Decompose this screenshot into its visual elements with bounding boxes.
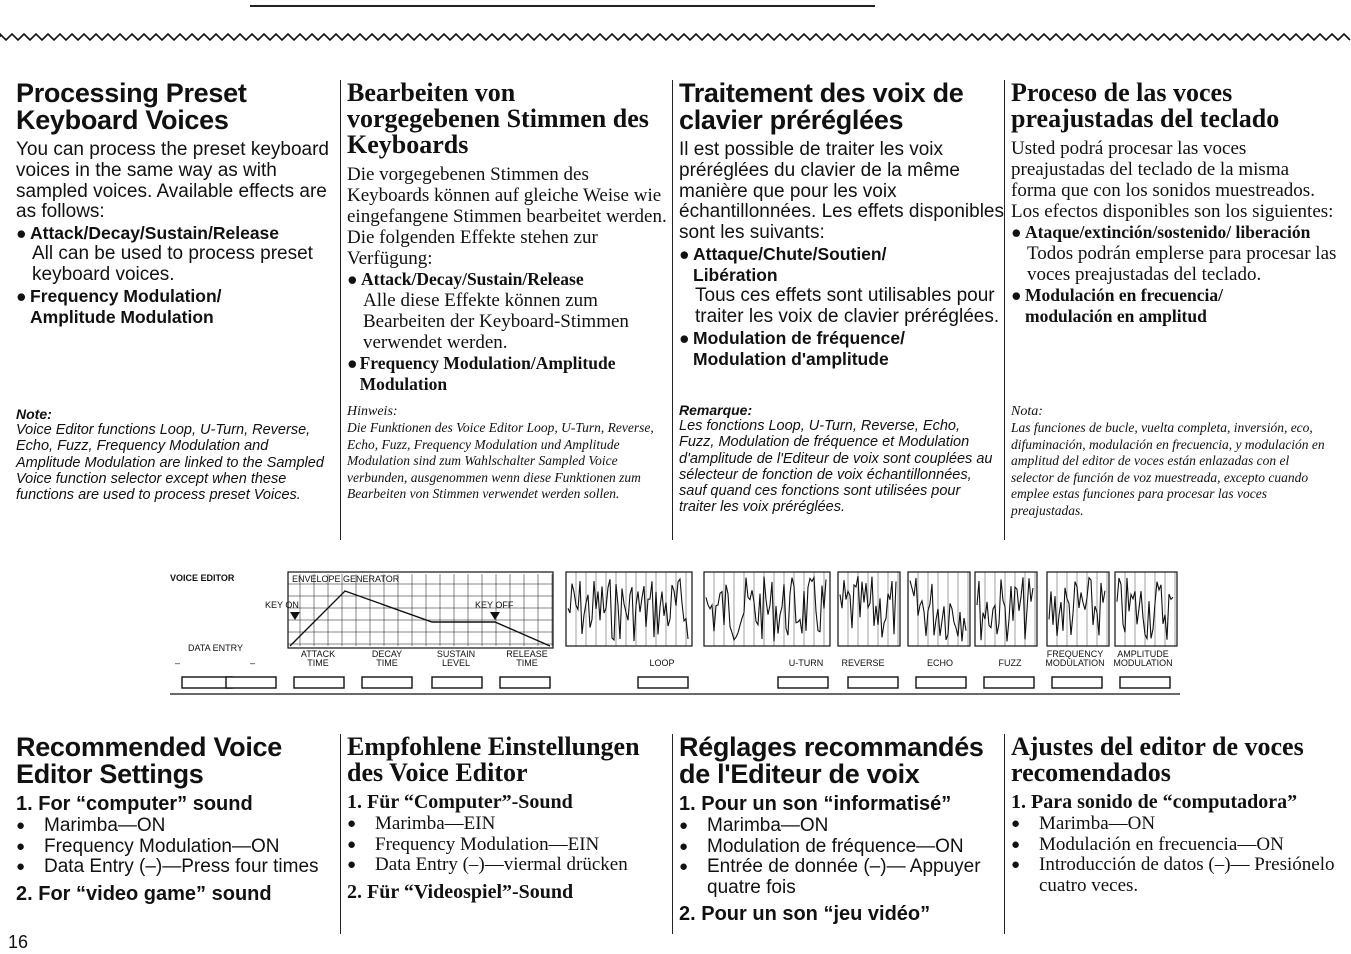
section-de-bearbeiten	[340, 80, 672, 540]
note-heading: Nota:	[1011, 404, 1043, 419]
diagram-label: U-TURN	[788, 658, 824, 668]
svg-text:–: –	[250, 658, 256, 668]
subheading-computer: 1. Für “Computer”-Sound	[347, 791, 573, 813]
bullet-text: Alle diese Effekte können zum Bearbeiten der Keyboard-Stimmen verwendet werden.	[363, 290, 629, 353]
intro-text: Il est possible de traiter les voix préréglées du clavier de la même manière que pour les voix échantillonnées. Les effets disponibles sont les suivants:	[679, 139, 1004, 244]
bullet-icon: ●	[16, 223, 27, 244]
panel-button	[182, 677, 232, 688]
envelope-generator-graph	[265, 572, 553, 648]
list-item: ● Introducción de datos (–)— Presiónelo cuatro veces.	[1011, 855, 1339, 896]
section-es-proceso	[1004, 80, 1339, 540]
note-text: Die Funktionen des Voice Editor Loop, U-Turn, Reverse, Echo, Fuzz, Frequency Modulation und Amplitude Modulation sind zum Wahlschalter Sampled Voice verbunden, ausgenommen wenn diese Funktionen zum Bearbeiten von Stimmen verwendet werden sollen.	[347, 420, 654, 501]
subheading-computer: 1. Pour un son “informatisé”	[679, 793, 952, 815]
page-number: 16	[8, 932, 29, 952]
intro-text: Die vorgegebenen Stimmen des Keyboards können auf gleiche Weise wie eingefangene Stimmen bearbeitet werden. Die folgenden Effekte stehen zur Verfügung:	[347, 164, 667, 269]
bullet-icon: ●	[679, 243, 690, 264]
intro-text: Usted podrá procesar las voces preajustadas del teclado de la misma forma que con los sonidos muestreados. Los efectos disponibles son los siguientes:	[1011, 138, 1334, 222]
panel-button	[984, 677, 1034, 688]
list-item: ● Data Entry (–)—viermal drücken	[347, 855, 672, 876]
section-es-ajustes	[1004, 734, 1339, 934]
subheading-video-game: 2. Pour un son “jeu vidéo”	[679, 903, 931, 925]
diagram-label: FREQUENCY MODULATION	[1045, 649, 1105, 668]
waveform-displays	[566, 572, 1177, 646]
panel-button	[362, 677, 412, 688]
key-on-label: KEY ON	[265, 600, 299, 610]
list-item: ● Modulación en frecuencia—ON	[1011, 835, 1339, 856]
note-heading: Hinweis:	[347, 404, 398, 419]
bullet-heading: Attaque/Chute/Soutien/ Libération	[693, 243, 887, 285]
list-item: ● Marimba—ON	[679, 816, 1004, 837]
list-item: ● Data Entry (–)—Press four times	[16, 857, 340, 878]
bullet-icon: ●	[347, 269, 358, 289]
panel-button	[226, 677, 276, 688]
note-heading: Note:	[16, 406, 52, 422]
diagram-label: LOOP	[649, 658, 675, 668]
intro-text: You can process the preset keyboard voices in the same way as with sampled voices. Available effects are as follows:	[16, 139, 329, 223]
note-text: Voice Editor functions Loop, U-Turn, Reverse, Echo, Fuzz, Frequency Modulation and Amplitude Modulation are linked to the Sampled Voice function selector except when these functions are used to process preset Voices.	[16, 422, 324, 504]
diagram-label: FUZZ	[998, 658, 1022, 668]
wavy-divider	[0, 28, 1351, 46]
bullet-icon: ●	[679, 327, 690, 348]
voice-editor-panel-diagram	[0, 560, 1351, 700]
panel-button	[432, 677, 482, 688]
bullet-text: Tous ces effets sont utilisables pour traiter les voix de clavier préréglées.	[695, 284, 1000, 327]
bullet-icon: ●	[1011, 285, 1022, 305]
section-title: Réglages recommandés de l'Editeur de voix	[679, 732, 984, 789]
data-entry-label: DATA ENTRY	[188, 643, 244, 653]
key-off-label: KEY OFF	[475, 600, 514, 610]
bullet-heading: Modulation de fréquence/ Modulation d'amplitude	[693, 327, 905, 369]
section-title: Processing Preset Keyboard Voices	[16, 78, 247, 135]
diagram-label: RELEASE TIME	[506, 649, 548, 668]
diagram-label: ATTACK TIME	[300, 649, 336, 668]
subheading-computer: 1. For “computer” sound	[16, 793, 253, 815]
section-title: Traitement des voix de clavier préréglées	[679, 78, 964, 135]
section-en-recommended	[10, 734, 340, 934]
diagram-label: SUSTAIN LEVEL	[436, 649, 476, 668]
list-item: ● Entrée de donnée (–)— Appuyer quatre fois	[679, 857, 1004, 898]
subheading-computer: 1. Para sonido de “computadora”	[1011, 791, 1298, 813]
section-title: Recommended Voice Editor Settings	[16, 732, 282, 789]
note-text: Les fonctions Loop, U-Turn, Reverse, Echo, Fuzz, Modulation de fréquence et Modulation d'amplitude de l'Editeur de voix sont couplées au sélecteur de fonction de voix échantillonnées, sauf quand ces fonctions sont utilisées pour traiter les voix préréglées.	[679, 418, 993, 516]
bullet-heading: Modulación en frecuencia/ modulación en amplitud	[1025, 285, 1223, 326]
subheading-video-game: 2. Für “Videospiel”-Sound	[347, 880, 574, 903]
section-title: Ajustes del editor de voces recomendados	[1011, 732, 1304, 787]
panel-button	[848, 677, 898, 688]
note-heading: Remarque:	[679, 402, 753, 418]
bullet-text: All can be used to process preset keyboard voices.	[32, 243, 313, 285]
diagram-label: DECAY TIME	[371, 649, 403, 668]
envelope-generator-label: ENVELOPE GENERATOR	[292, 574, 400, 584]
diagram-label: REVERSE	[841, 658, 885, 668]
list-item: ● Frequency Modulation—ON	[16, 837, 340, 858]
note-text: Las funciones de bucle, vuelta completa, inversión, eco, difuminación, modulación en frecuencia, y modulación en amplitud del editor de voces están enlazadas con el selector de función de voz muestreada, excepto cuando emplee estas funciones para procesar las voces preajustadas.	[1011, 420, 1325, 518]
diagram-label: AMPLITUDE MODULATION	[1113, 649, 1173, 668]
panel-button	[778, 677, 828, 688]
section-fr-traitement	[672, 80, 1004, 540]
list-item: ● Frequency Modulation—EIN	[347, 835, 672, 856]
bullet-icon: ●	[347, 353, 358, 373]
bullet-icon: ●	[16, 285, 27, 306]
bullet-heading: Frequency Modulation/ Amplitude Modulation	[30, 285, 222, 327]
list-item: ● Marimba—EIN	[347, 814, 672, 835]
section-title: Bearbeiten von vorgegebenen Stimmen des Keyboards	[347, 78, 649, 159]
bullet-icon: ●	[1011, 222, 1022, 242]
bullet-text: Todos podrán emplerse para procesar las voces preajustadas del teclado.	[1027, 243, 1337, 285]
panel-button	[500, 677, 550, 688]
panel-button	[1120, 677, 1170, 688]
svg-text:–: –	[175, 658, 181, 668]
section-de-empfohlene	[340, 734, 672, 934]
section-title: Proceso de las voces preajustadas del teclado	[1011, 78, 1280, 133]
panel-button	[916, 677, 966, 688]
list-item: ● Marimba—ON	[1011, 814, 1339, 835]
list-item: ● Modulation de fréquence—ON	[679, 837, 1004, 858]
bullet-heading: Frequency Modulation/Amplitude Modulation	[359, 353, 616, 394]
list-item: ● Marimba—ON	[16, 816, 340, 837]
section-en-processing	[10, 80, 340, 540]
diagram-label: ECHO	[926, 658, 954, 668]
subheading-video-game: 2. For “video game” sound	[16, 882, 272, 905]
bullet-heading: Attack/Decay/Sustain/Release	[30, 223, 280, 244]
top-rule	[250, 0, 875, 7]
panel-button	[1052, 677, 1102, 688]
section-fr-reglages	[672, 734, 1004, 934]
panel-button	[294, 677, 344, 688]
panel-button	[638, 677, 688, 688]
section-title: Empfohlene Einstellungen des Voice Editor	[347, 732, 640, 787]
bullet-heading: Ataque/extinción/sostenido/ liberación	[1025, 222, 1311, 242]
bullet-heading: Attack/Decay/Sustain/Release	[361, 269, 584, 289]
diagram-title: VOICE EDITOR	[170, 573, 235, 583]
